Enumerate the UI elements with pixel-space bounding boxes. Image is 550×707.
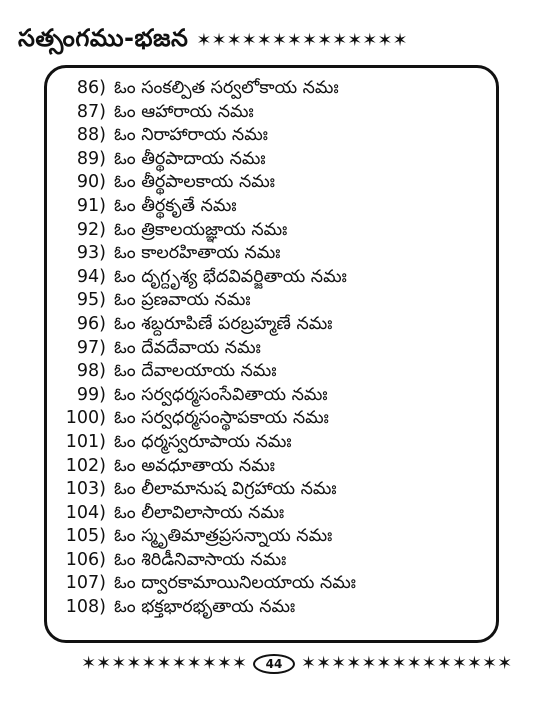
item-text: ఓం ప్రణవాయ నమః	[114, 290, 251, 311]
list-item	[60, 337, 490, 361]
item-number: 108)	[65, 597, 106, 618]
item-number: 103)	[65, 479, 106, 500]
list-item	[60, 572, 490, 596]
list-item	[60, 266, 490, 290]
item-text: ఓం తీర్థపాదాయ నమః	[114, 148, 266, 169]
item-number: 96)	[76, 313, 106, 334]
item-number: 104)	[65, 502, 106, 523]
item-number: 92)	[76, 219, 106, 240]
list-item	[60, 148, 490, 172]
item-text: ఓం సర్వధర్మసంస్థాపకాయ నమః	[114, 408, 329, 429]
page-number: 44	[253, 654, 295, 674]
list-item	[60, 101, 490, 125]
item-text: ఓం తీర్థపాలకాయ నమః	[114, 172, 275, 193]
list-item	[60, 124, 490, 148]
list-item	[60, 384, 490, 408]
list-item	[60, 525, 490, 549]
item-number: 100)	[65, 408, 106, 429]
item-number: 106)	[65, 549, 106, 570]
footer-ornament-left: ✶✶✶✶✶✶✶✶✶✶✶	[81, 655, 247, 673]
item-number: 91)	[76, 195, 106, 216]
item-number: 90)	[76, 172, 106, 193]
item-number: 93)	[76, 243, 106, 264]
item-number: 95)	[76, 290, 106, 311]
item-text: ఓం శిరిడీనివాసాయ నమః	[114, 549, 287, 570]
list-item	[60, 77, 490, 101]
item-number: 89)	[76, 148, 106, 169]
item-text: ఓం ఆహారాయ నమః	[114, 101, 254, 122]
item-text: ఓం స్మృతిమాత్రప్రసన్నాయ నమః	[114, 526, 333, 547]
item-number: 97)	[76, 337, 106, 358]
item-number: 86)	[76, 78, 106, 98]
item-text: ఓం కాలరహితాయ నమః	[114, 243, 281, 264]
list-item	[60, 455, 490, 479]
list-item	[60, 478, 490, 502]
header-ornament: ✶✶✶✶✶✶✶✶✶✶✶✶✶✶	[196, 32, 408, 50]
list-item	[60, 195, 490, 219]
item-text: ఓం భక్తభారభృతాయ నమః	[114, 597, 296, 618]
item-number: 102)	[65, 455, 106, 476]
mantra-list	[60, 77, 490, 620]
item-text: ఓం త్రికాలయజ్ఞాయ నమః	[114, 219, 288, 240]
list-item	[60, 431, 490, 455]
item-number: 99)	[76, 384, 106, 405]
item-text: ఓం దృగ్దృశ్య భేదవివర్జితాయ నమః	[114, 266, 347, 287]
footer-ornament-right: ✶✶✶✶✶✶✶✶✶✶✶✶✶✶	[301, 655, 513, 673]
item-text: ఓం దేవాలయాయ నమః	[114, 361, 277, 382]
header-title: సత్సంగము-భజన	[18, 24, 189, 52]
list-item	[60, 360, 490, 384]
item-number: 87)	[76, 101, 106, 122]
item-number: 88)	[76, 125, 106, 146]
item-number: 94)	[76, 266, 106, 287]
list-item	[60, 171, 490, 195]
list-item	[60, 502, 490, 526]
item-text: ఓం తీర్థకృతే నమః	[114, 195, 237, 216]
list-item	[60, 407, 490, 431]
item-text: ఓం అవధూతాయ నమః	[114, 455, 275, 476]
list-item	[60, 242, 490, 266]
item-text: ఓం శబ్దరూపిణే పరబ్రహ్మణే నమః	[114, 313, 333, 334]
item-number: 107)	[65, 573, 106, 594]
list-item	[60, 549, 490, 573]
item-text: ఓం లీలావిలాసాయ నమః	[114, 502, 285, 523]
item-number: 105)	[65, 526, 106, 547]
item-text: ఓం ధర్మస్వరూపాయ నమః	[114, 431, 292, 452]
item-text: ఓం లీలామానుష విగ్రహాయ నమః	[114, 479, 337, 500]
page-footer	[18, 652, 530, 676]
list-item	[60, 596, 490, 620]
item-text: ఓం సంకల్పిత సర్వలోకాయ నమః	[114, 78, 339, 98]
list-item	[60, 219, 490, 243]
item-number: 98)	[76, 361, 106, 382]
item-text: ఓం దేవదేవాయ నమః	[114, 337, 261, 358]
item-text: ఓం సర్వధర్మసంసేవితాయ నమః	[114, 384, 328, 405]
item-text: ఓం నిరాహారాయ నమః	[114, 125, 268, 146]
item-text: ఓం ద్వారకామాయినిలయాయ నమః	[114, 573, 356, 594]
list-item	[60, 313, 490, 337]
page-header	[18, 24, 530, 58]
list-item	[60, 289, 490, 313]
item-number: 101)	[65, 431, 106, 452]
